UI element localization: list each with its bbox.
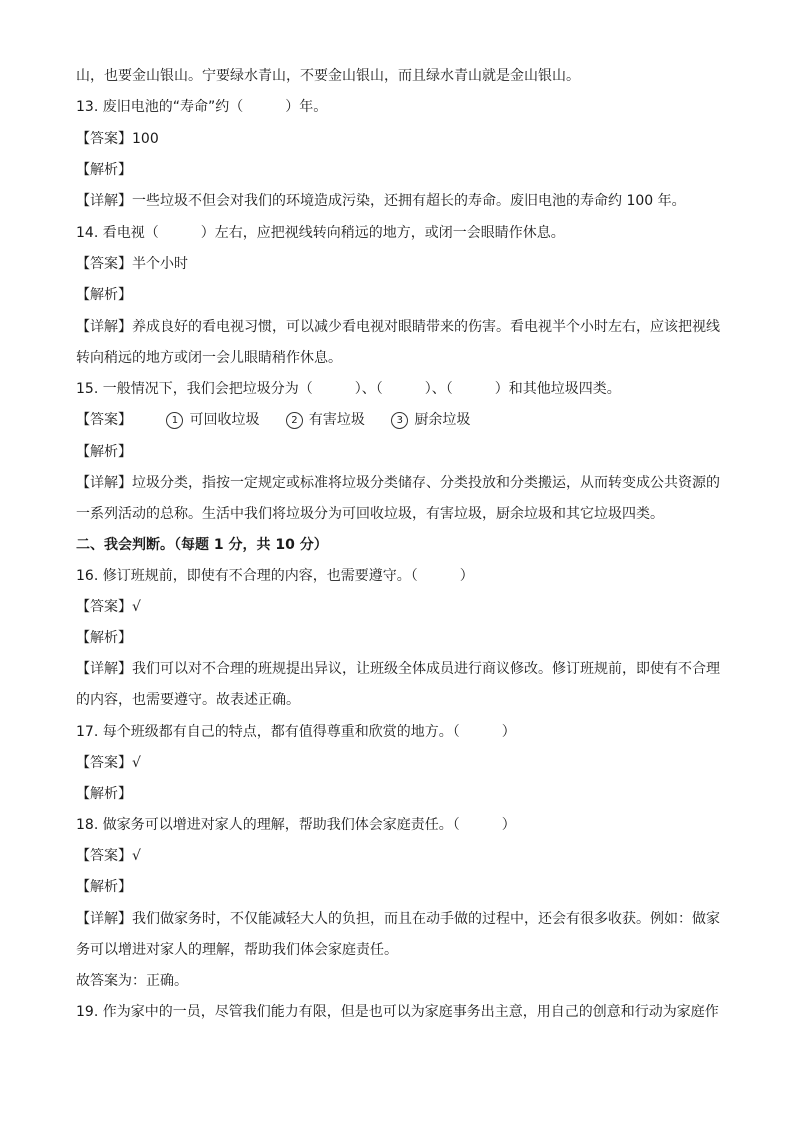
detail-16-line2: 的内容，也需要遵守。故表述正确。 xyxy=(76,692,300,708)
detail-15-line2: 一系列活动的总称。生活中我们将垃圾分为可回收垃圾，有害垃圾，厨余垃圾和其它垃圾四类。 xyxy=(76,506,664,522)
answer-16: 【答案】√ xyxy=(76,599,141,615)
circled-number: 2 xyxy=(286,412,303,429)
detail-14-line1: 【详解】养成良好的看电视习惯，可以减少看电视对眼睛带来的伤害。看电视半个小时左右，应该把视线 xyxy=(76,319,720,335)
detail-16-line1: 【详解】我们可以对不合理的班规提出异议，让班级全体成员进行商议修改。修订班规前，即使有不合理 xyxy=(76,661,720,677)
detail-13: 【详解】一些垃圾不但会对我们的环境造成污染，还拥有超长的寿命。废旧电池的寿命约 100 年。 xyxy=(76,193,686,209)
answer-14: 【答案】半个小时 xyxy=(76,256,188,272)
question-17: 17. 每个班级都有自己的特点，都有值得尊重和欣赏的地方。（ ） xyxy=(76,724,516,740)
detail-15-line1: 【详解】垃圾分类，指按一定规定或标准将垃圾分类储存、分类投放和分类搬运，从而转变成公共资源的 xyxy=(76,475,720,491)
answer-option-1: 1 可回收垃圾 xyxy=(166,410,259,430)
question-18: 18. 做家务可以增进对家人的理解，帮助我们体会家庭责任。（ ） xyxy=(76,817,516,833)
detail-18-line1: 【详解】我们做家务时，不仅能减轻大人的负担，而且在动手做的过程中，还会有很多收获。例如：做家 xyxy=(76,911,720,927)
answer-label: 【答案】 xyxy=(76,412,132,428)
analysis-label: 【解析】 xyxy=(76,162,132,178)
detail-14-line2: 转向稍远的地方或闭一会儿眼睛稍作休息。 xyxy=(76,350,342,366)
answer-option-2: 2 有害垃圾 xyxy=(286,410,365,430)
analysis-label: 【解析】 xyxy=(76,879,132,895)
answer-15 xyxy=(76,410,492,430)
circled-number: 3 xyxy=(391,412,408,429)
circled-number: 1 xyxy=(166,412,183,429)
question-14: 14. 看电视（ ）左右，应把视线转向稍远的地方，或闭一会眼睛作休息。 xyxy=(76,225,565,241)
answer-17: 【答案】√ xyxy=(76,755,141,771)
conclusion: 故答案为：正确。 xyxy=(76,973,188,989)
detail-18-line2: 务可以增进对家人的理解，帮助我们体会家庭责任。 xyxy=(76,942,398,958)
analysis-label: 【解析】 xyxy=(76,786,132,802)
answer-option-3: 3 厨余垃圾 xyxy=(391,410,470,430)
section-heading: 二、我会判断。（每题 1 分，共 10 分） xyxy=(76,537,328,553)
analysis-label: 【解析】 xyxy=(76,444,132,460)
text-line: 山，也要金山银山。宁要绿水青山，不要金山银山，而且绿水青山就是金山银山。 xyxy=(76,68,580,84)
analysis-label: 【解析】 xyxy=(76,287,132,303)
answer-18: 【答案】√ xyxy=(76,848,141,864)
question-19: 19. 作为家中的一员，尽管我们能力有限，但是也可以为家庭事务出主意，用自己的创意和行动为家庭作 xyxy=(76,1004,719,1020)
question-16: 16. 修订班规前，即使有不合理的内容，也需要遵守。（ ） xyxy=(76,568,474,584)
analysis-label: 【解析】 xyxy=(76,630,132,646)
question-15: 15. 一般情况下，我们会把垃圾分为（ ）、（ ）、（ ）和其他垃圾四类。 xyxy=(76,381,621,397)
answer-13: 【答案】100 xyxy=(76,131,159,147)
question-13: 13. 废旧电池的“寿命”约（ ）年。 xyxy=(76,99,328,115)
